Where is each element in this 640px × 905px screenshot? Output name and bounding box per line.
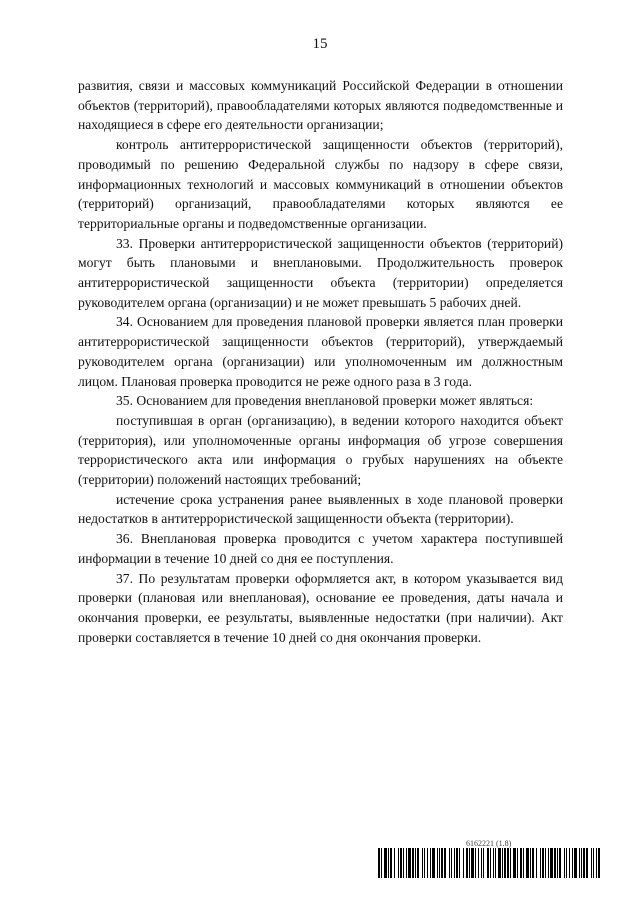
document-body — [78, 76, 563, 647]
paragraph: развития, связи и массовых коммуникаций Российской Федерации в отношении объектов (территорий), правообладателями которых являются подведомственные и находящиеся в сфере его деятельности организации; — [78, 78, 563, 133]
document-code: 6162221 (1.8) — [466, 839, 512, 848]
paragraph: поступившая в орган (организацию), в ведении которого находится объект (территория), или уполномоченные органы информация об угрозе совершения террористического акта или информация о грубых нарушениях на объекте (территории) положений настоящих требований; — [78, 412, 563, 488]
paragraph: истечение срока устранения ранее выявленных в ходе плановой проверки недостатков в антитеррористической защищенности объекта (территории). — [78, 491, 563, 527]
paragraph: 37. По результатам проверки оформляется акт, в котором указывается вид проверки (плановая или внеплановая), основание ее проведения, даты начала и окончания проверки, ее результаты, выявленные недостатки (при наличии). Акт проверки составляется в течение 10 дней со дня окончания проверки. — [78, 570, 563, 645]
page-number: 15 — [312, 36, 328, 52]
paragraph: 35. Основанием для проведения внеплановой проверки может являться: — [116, 393, 534, 409]
paragraph: 33. Проверки антитеррористической защищенности объектов (территорий) могут быть плановыми и внеплановыми. Продолжительность проверок антитеррористической защищенности объекта (территории) определяется руководителем органа (организации) и не может превышать 5 рабочих дней. — [78, 235, 563, 310]
barcode-image — [378, 848, 602, 878]
paragraph: контроль антитеррористической защищенности объектов (территорий), проводимый по решению Федеральной службы по надзору в сфере связи, информационных технологий и массовых коммуникаций в отношении объектов (территорий) организаций, правообладателями которых являются ее территориальные органы и подведомственные организации. — [78, 137, 563, 231]
paragraph: 36. Внеплановая проверка проводится с учетом характера поступившей информации в течение 10 дней со дня ее поступления. — [78, 531, 563, 566]
paragraph: 34. Основанием для проведения плановой проверки является план проверки антитеррористической защищенности объектов (территорий), утверждаемый руководителем органа (организации) или уполномоченным им должностным лицом. Плановая проверка проводится не реже одного раза в 3 года. — [78, 314, 563, 389]
